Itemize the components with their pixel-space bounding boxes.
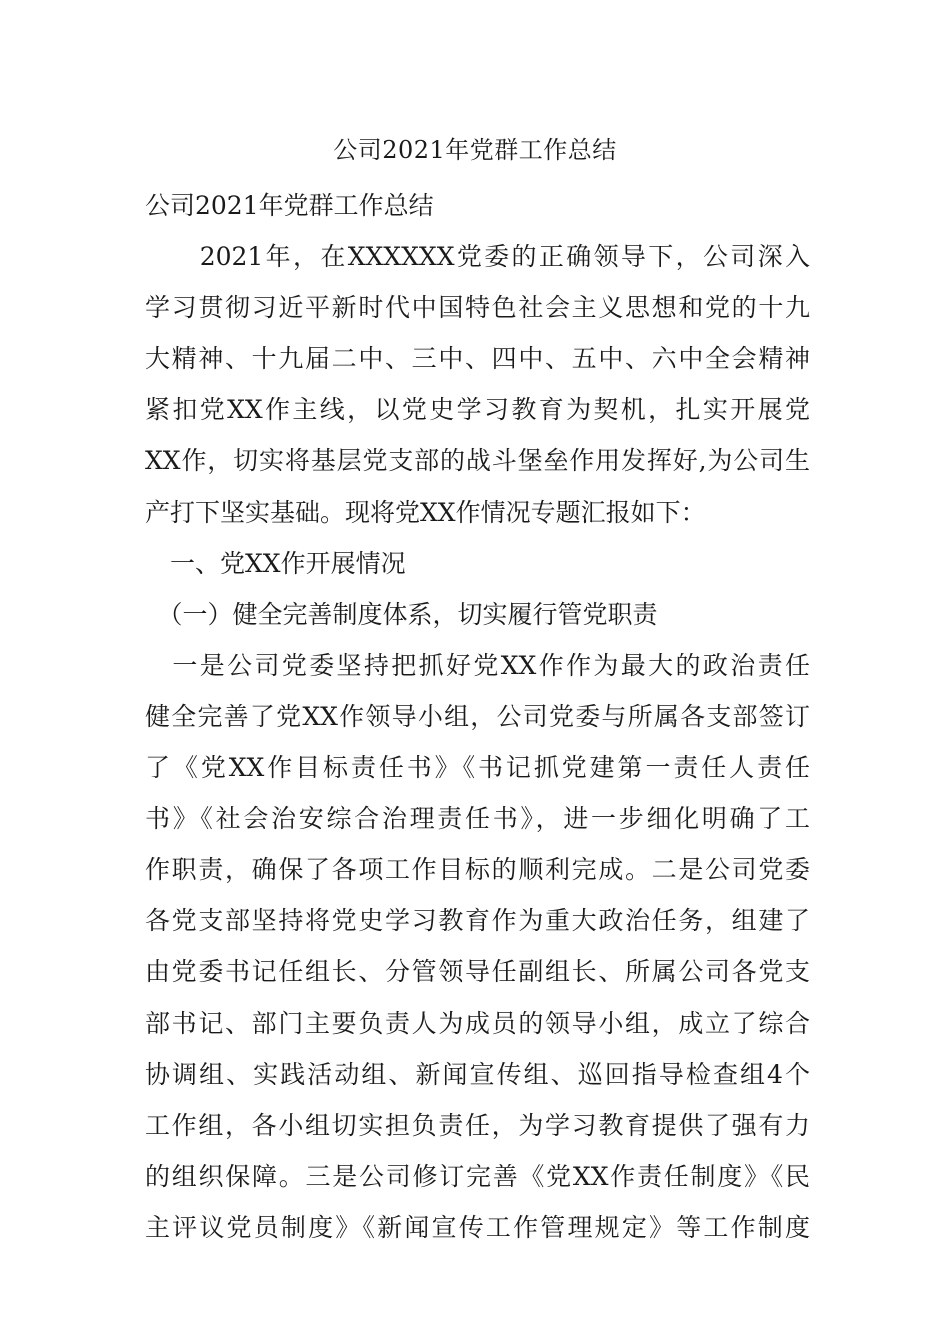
document-title: 公司2021年党群工作总结	[333, 136, 617, 164]
body-line: 健全完善了党XX作领导小组，公司党委与所属各支部签订	[145, 701, 810, 731]
body-line: 的组织保障。三是公司修订完善《党XX作责任制度》《民	[145, 1161, 810, 1191]
body-line: 学习贯彻习近平新时代中国特色社会主义思想和党的十九	[145, 293, 810, 323]
body-line: 各党支部坚持将党史学习教育作为重大政治任务，组建了	[145, 906, 810, 936]
body-line: 紧扣党XX作主线，以党史学习教育为契机，扎实开展党	[145, 395, 810, 425]
body-line: 一是公司党委坚持把抓好党XX作作为最大的政治责任	[145, 650, 810, 680]
body-line: 由党委书记任组长、分管领导任副组长、所属公司各党支	[145, 957, 810, 987]
body-line: 作职责，确保了各项工作目标的顺利完成。二是公司党委	[145, 855, 810, 885]
body-line: 产打下坚实基础。现将党XX作情况专题汇报如下：	[145, 497, 706, 527]
body-line: 书》《社会治安综合治理责任书》，进一步细化明确了工	[145, 804, 810, 834]
body-line: 主评议党员制度》《新闻宣传工作管理规定》等工作制度	[145, 1212, 810, 1242]
document-body	[145, 180, 810, 1253]
body-line: 了《党XX作目标责任书》《书记抓党建第一责任人责任	[145, 753, 810, 783]
body-line: 协调组、实践活动组、新闻宣传组、巡回指导检查组4个	[145, 1059, 810, 1089]
body-line: XX作，切实将基层党支部的战斗堡垒作用发挥好,为公司生	[145, 446, 810, 476]
body-line: 部书记、部门主要负责人为成员的领导小组，成立了综合	[145, 1008, 810, 1038]
body-line: 2021年，在XXXXXX党委的正确领导下，公司深入	[145, 242, 810, 272]
subsection-heading: （一）健全完善制度体系，切实履行管党职责	[145, 599, 658, 629]
section-heading: 一、党XX作开展情况	[145, 548, 406, 578]
body-line: 公司2021年党群工作总结	[145, 191, 434, 220]
body-line: 大精神、十九届二中、三中、四中、五中、六中全会精神	[145, 344, 810, 374]
body-line: 工作组，各小组切实担负责任，为学习教育提供了强有力	[145, 1110, 810, 1140]
